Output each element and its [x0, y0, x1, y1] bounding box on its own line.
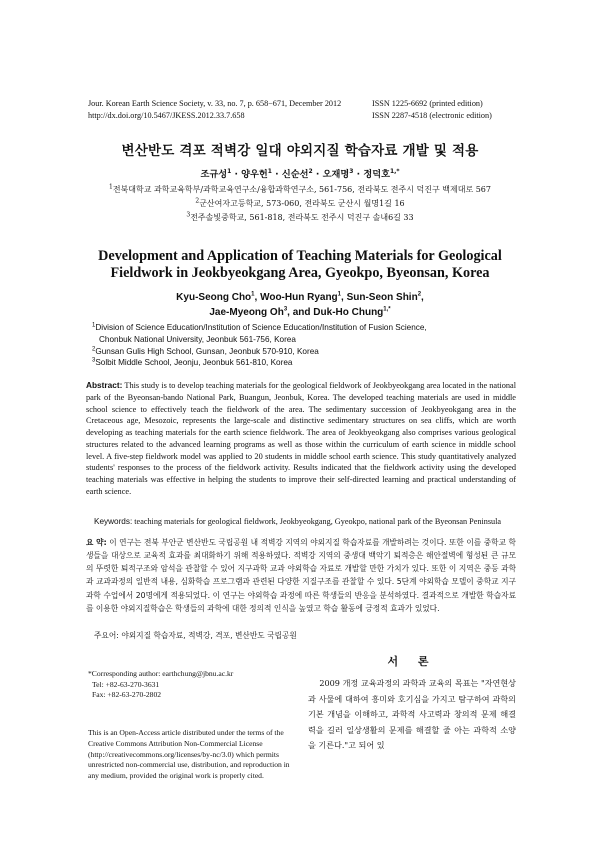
open-access-notice: This is an Open-Access article distributed under the terms of the Creative Commons Attribution Non-Commercial License (http://creativecommons.org/licenses/by-nc/3.0) which permits unrestricted non-commercial use, distribution, and reproduction in any medium, provided the original work is properly cited. [88, 728, 290, 781]
section-heading: 서 론 [387, 655, 437, 668]
author-sup: 1 [251, 291, 255, 298]
abstract-label: 요 약: [86, 538, 107, 547]
author-name: Duk-Ho Chung [313, 307, 384, 318]
fax: Fax: +82-63-270-2802 [92, 690, 162, 699]
korean-keywords [94, 630, 297, 641]
aff-text: 군산여자고등학교, 573-060, 전라북도 군산시 월명1길 16 [199, 199, 405, 208]
abstract-label: Abstract: [86, 380, 123, 390]
korean-authors [0, 166, 600, 180]
affiliation-line [92, 346, 522, 358]
journal-line: Jour. Korean Earth Science Society, v. 33, no. 7, p. 658−671, December 2012 [88, 99, 342, 108]
affiliation-line: Chonbuk National University, Jeonbuk 561-756, Korea [99, 334, 296, 344]
author-name: 조규성 [200, 169, 228, 180]
issn-block [372, 98, 492, 121]
title-line: Development and Application of Teaching Materials for Geological [98, 248, 502, 264]
aff-text: 전북대학교 과학교육학부/과학교육연구소/융합과학연구소, 561-756, 전라북도 전주시 덕진구 백제대로 567 [112, 185, 491, 194]
aff-sup: 1 [92, 322, 96, 329]
issn-electronic: ISSN 2287-4518 (electronic edition) [372, 110, 492, 120]
author-name: 양우헌 [241, 169, 268, 180]
author-sup: 2 [308, 167, 313, 175]
aff-sup: 1 [108, 183, 113, 191]
author-name: Sun-Seon Shin [346, 292, 418, 303]
affiliation-line [92, 357, 522, 369]
author-separator: · [271, 169, 282, 180]
author-sup: 1,* [383, 306, 391, 313]
aff-text: Gunsan Gulis High School, Gunsan, Jeonbuk 570-910, Korea [95, 346, 319, 356]
author-name: Woo-Hun Ryang [260, 292, 338, 303]
aff-text: Division of Science Education/Institution of Science Education/Institution of Fusion Science, [95, 323, 427, 332]
english-abstract [86, 380, 516, 498]
author-sup: 1 [337, 291, 342, 298]
introduction-text: 2009 개정 교육과정의 과학과 교육의 목표는 "자연현상과 사물에 대하여 흥미와 호기심을 가지고 탐구하여 과학의 기본 개념을 이해하고, 과학적 사고력과 창의적 문제 해결력을 길러 일상생활의 문제를 해결할 줄 아는 과학적 소양을 기른다."고 되어 있 [308, 678, 516, 751]
title-line: Fieldwork in Jeokbyeokgang Area, Gyeokpo, Byeonsan, Korea [110, 265, 490, 281]
author-separator: · [353, 169, 364, 180]
aff-sup: 2 [195, 197, 200, 205]
affiliation-line [0, 183, 600, 197]
english-keywords [94, 517, 524, 526]
author-name: 오재명 [322, 169, 350, 180]
affiliation-line [92, 322, 522, 334]
korean-abstract [86, 536, 516, 615]
keywords-label: Keywords: [94, 517, 133, 526]
tel: Tel: +82-63-270-3631 [92, 679, 160, 689]
author-sup: 1 [267, 167, 272, 175]
english-title [60, 248, 540, 282]
affiliation-line [0, 211, 600, 225]
english-affiliations [92, 322, 522, 369]
aff-sup: 2 [92, 345, 96, 352]
author-sup: 1,* [389, 167, 400, 175]
aff-text: 전주솔빛중학교, 561-818, 전라북도 전주시 덕진구 솔내6길 33 [190, 213, 414, 222]
journal-citation [88, 98, 341, 121]
aff-sup: 3 [186, 211, 191, 219]
english-authors [0, 290, 600, 320]
author-name: Kyu-Seong Cho [176, 292, 252, 303]
corresponding-author: *Corresponding author: earthchung@jbnu.ac.kr [88, 669, 234, 678]
author-and: and [292, 307, 311, 318]
keywords-text: teaching materials for geological fieldwork, Jeokbyeokgang, Gyeokpo, national park of the Byeonsan Peninsula [134, 517, 502, 526]
author-name: 신순선 [281, 169, 309, 180]
author-name: Jae-Myeong Oh [209, 307, 284, 318]
affiliation-line [0, 197, 600, 211]
aff-text: Solbit Middle School, Jeonju, Jeonbuk 561-810, Korea [95, 358, 293, 368]
doi-link[interactable]: http://dx.doi.org/10.5467/JKESS.2012.33.7.658 [88, 110, 245, 120]
korean-title: 변산반도 격포 적벽강 일대 야외지질 학습자료 개발 및 적용 [121, 143, 479, 159]
author-sup: 3 [349, 167, 354, 175]
keywords-label: 주요어: [94, 631, 119, 640]
abstract-text: 이 연구는 전북 부안군 변산반도 국립공원 내 적벽강 지역의 야외지질 학습자료를 개발하려는 것이다. 또한 이를 중학교 학생들을 대상으로 교육적 효과를 최대화하기 위해 적용하였다. 적벽강 지역의 중생대 백악기 퇴적층은 해안절벽에 형성된 큰 규모의 뚜렷한 퇴적구조와 암석을 관찰할 수 있어 지구과학 교과 야외학습 자료로 개발할 만한 가치가 있다. 또한 이 지역은 중등 과학과 교과과정의 일반적 내용, 심화학습 프로그램과 관련된 다양한 지질구조를 관찰할 수 있다. 5단계 야외학습 모델이 중학교 지구과학 수업에서 20명에게 적용되었다. 이 연구는 야외학습 과정에 따른 학생들의 반응을 분석하였다. 결과적으로 개발한 학습자료를 이용한 야외지질학습은 학생들의 과학에 대한 정의적 인식을 높였고 학습 활동에 긍정적 효과가 있었다. [86, 538, 516, 613]
author-sup: 2 [417, 291, 422, 298]
author-name: 정덕호 [363, 169, 390, 180]
abstract-text: This study is to develop teaching materials for the geological fieldwork of Jeokbyeokgang area located in the national park of the Byeonsan-bando National Park, Buangun, Jeonbuk, Korea. The developed teaching materials are used in middle school science to effectively teach the fieldwork of the area. The sedimentary succession of Jeokbyeokgang area in the Cretaceous age, Mesozoic, represents the large-scale and distinctive sedimentary structures on sea cliffs, which are worth developing as teaching materials for the earth science fieldwork. The area of Jeokbyeokgang also comprises various geological structures related to the advanced learning programs as well as those within the curriculum of earth science in middle school level. A five-step fieldwork model was applied to 20 students in middle school earth science. This study quantitatively analyzed students' responses to the process of the fieldwork activity. Results indicated that the fieldwork activity using the developed teaching materials was effective in helping the students to improve their self-directed learning and practical understanding of earth science. [86, 381, 516, 496]
korean-affiliations [0, 183, 600, 225]
author-sup: 3 [283, 306, 288, 313]
authors-line: Jae-Myeong Oh$^3$, and Duk-Ho Chung$^{1,*}$ [209, 306, 391, 318]
author-separator: · [231, 169, 242, 180]
keywords-text: 야외지질 학습자료, 적벽강, 격포, 변산반도 국립공원 [121, 631, 297, 640]
author-sup: 1 [227, 167, 232, 175]
corresponding-footnote [88, 669, 288, 701]
authors-line: Kyu-Seong Cho$^1$, Woo-Hun Ryang$^1$, Sun-Seon Shin$^2$, [176, 291, 424, 303]
author-separator: · [312, 169, 323, 180]
issn-print: ISSN 1225-6692 (printed edition) [372, 99, 483, 108]
aff-sup: 3 [92, 357, 96, 364]
